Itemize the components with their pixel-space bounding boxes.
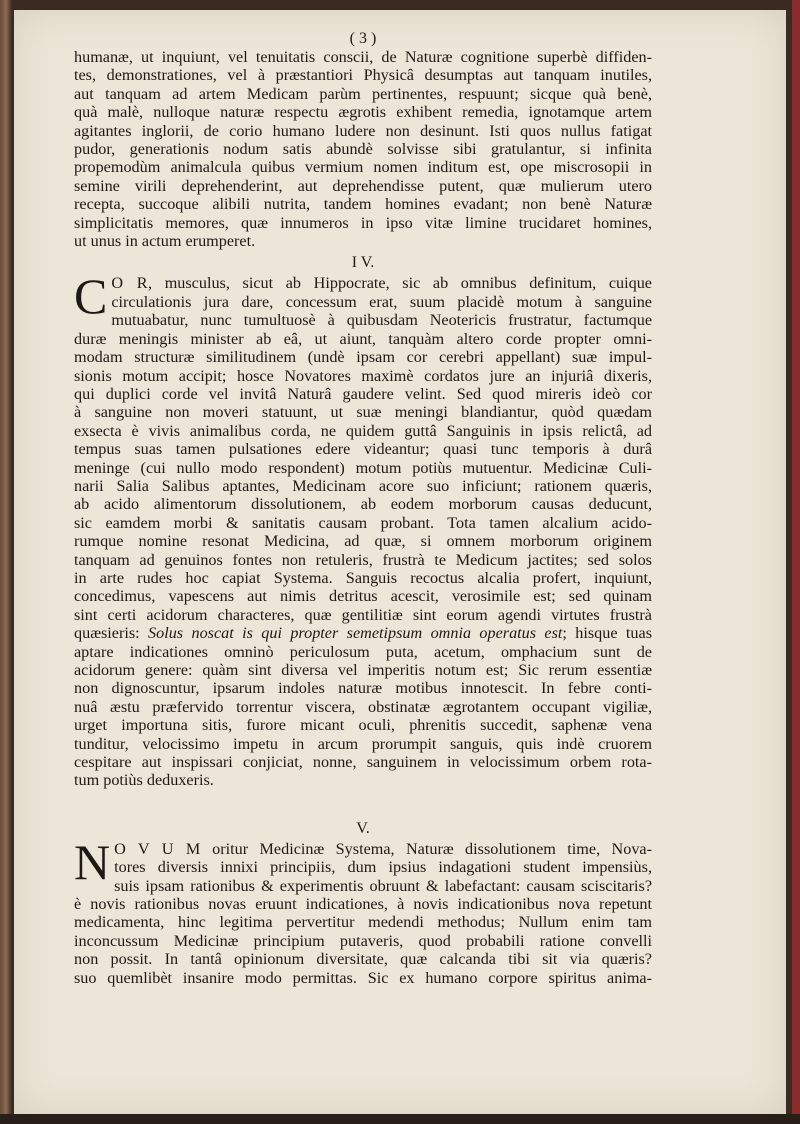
section-4-lines [74, 293, 652, 624]
text-line: ut unus in actum erumperet. [74, 232, 256, 251]
section-gap [74, 790, 652, 816]
text-line: circulationis jura dare, concessum erat, suum placidè motum à sanguine [111, 292, 652, 311]
text-line: humanæ, ut inquiunt, vel tenuitatis conscii, de Naturæ cognitione superbè diffiden- [74, 48, 652, 66]
italic-quote: Solus noscat is qui propter semetipsum omnia operatus est [148, 624, 563, 643]
text-line: non dignoscuntur, ipsarum indoles naturæ motibus innotescit. In febre conti- [74, 679, 652, 698]
after-quote: ; hisque tuas [562, 624, 652, 643]
text-line: meninge (cui nullo modo respondent) motum potiùs mutuentur. Medicinæ Culi- [74, 458, 652, 477]
text-line: acidorum genere: quàm sint diversa vel imperitis notum est; Sic rerum essentiæ [74, 661, 652, 679]
text-line: sint certi acidorum characteres, quæ gentilitiæ sint eorum agendi virtutes frustrà [74, 605, 652, 624]
text-line: pudor, generationis nodum satis abundè solvisse sibi gratulantur, si infinita [74, 140, 652, 159]
text-line: agitantes inglorii, de corio humano ludere non desinunt. Isti quos nullus fatigat [74, 121, 652, 140]
text-line: è novis rationibus novas eruunt indicationes, à novis indicationibus nova repetunt [74, 895, 652, 914]
text-line: nuâ æstu præfervido torrentur viscera, obstinatæ ægrotantem occupant vigiliæ, [74, 697, 652, 716]
first-line-rest: , musculus, sicut ab Hippocrate, sic ab omnibus definitum, cuique [148, 274, 652, 293]
lead-word: O R [111, 274, 148, 293]
text-line: tanquam ad genuinos fontes non retuleris, frustrà te Medicum jactites; sed solos [74, 550, 652, 569]
text-line: cespitare aut inspissari conjiciat, nonne, sanguinem in velocissimum orbem rota- [74, 753, 652, 772]
text-line: aut tanquam ad artem Medicam parùm pertinentes, respuunt; sicque quà benè, [74, 84, 652, 103]
section-4-paragraph [74, 268, 652, 790]
paragraph-continuation [74, 48, 652, 250]
text-line: tempus suas tamen pulsationes edere videantur; quasi tunc temporis à durâ [74, 440, 652, 459]
section-heading-5: V. [356, 819, 370, 837]
text-line: propemodùm animalcula quibus vermium nomen inditum est, ope miscrosopii in [74, 158, 652, 177]
text-line: à sanguine non moveri statuunt, ut suæ meningi blandiantur, quòd quædam [74, 403, 652, 422]
drop-cap-n: N [74, 833, 111, 890]
text-line: duræ meningis minister ab eâ, ut aiunt, tanquàm altero corde propter omni- [74, 329, 652, 348]
text-line: sionis motum accipit; hosce Novatores maximè cordatos jure an injuriâ dixeris, [74, 366, 652, 385]
quote-lead: quæsieris: [74, 624, 140, 643]
text-line: tunditur, velocissimo impetu in arcum prorumpit sanguis, quis indè cruorem [74, 734, 652, 753]
page-number: ( 3 ) [349, 30, 377, 47]
text-line: in arte rudes hoc capiat Systema. Sanguis recoctus alcalia profert, inquiunt, [74, 568, 652, 587]
text-line: semine virili deprehenderint, aut deprehendisse putent, quæ mulierum utero [74, 176, 652, 195]
quote-line [74, 624, 652, 642]
section-5-paragraph [74, 833, 652, 987]
binding-edge [792, 0, 800, 1124]
section-4-lines-2 [74, 643, 652, 790]
text-line: inconcussum Medicinæ principium putaveris, quod probabili ratione convelli [74, 931, 652, 950]
text-line: rumque nomine resonat Medicina, ad quæ, si omnem morborum originem [74, 532, 652, 551]
text-line: tes, demonstrationes, vel à præstantiori Physicâ desumptas aut tanquam inutiles, [74, 66, 652, 85]
page-text [74, 30, 652, 987]
text-line: quà malè, nulloque naturæ respectu ægrotis exhibent remedia, ignotamque artem [74, 103, 652, 122]
text-line: tores diversis innixi principiis, dum ipsius indagationi student impensiùs, [114, 858, 652, 877]
text-line: recepta, succoque alibili nutrita, tandem homines evadant; non benè Naturæ [74, 195, 652, 214]
text-line: medicamenta, hinc legitima pervertitur medendi methodus; Nullum enim tam [74, 913, 652, 932]
text-line: qui duplici corde vel invitâ Naturâ gaudere velint. Sed quod mireris ideò cor [74, 384, 652, 403]
text-line: ab acido alimentorum dissolutionem, ab eodem morborum causas deducunt, [74, 495, 652, 514]
first-line-rest: oritur Medicinæ Systema, Naturæ dissolutionem time, Nova- [200, 839, 652, 858]
text-line: exsecta è vivis animalibus corda, ne quidem guttâ Sanguinis in ipsis relictâ, ad [74, 421, 652, 440]
text-line: aptare indicationes omninò periculosum puta, acetum, omphacium sunt de [74, 642, 652, 661]
text-line: narii Salia Salibus aptantes, Medicinam acore suo inficiunt; rationem quæris, [74, 476, 652, 495]
text-line: urget importuna sitis, furore micant oculi, phrenitis succedit, saphenæ vena [74, 716, 652, 735]
text-line: tum potiùs deduxeris. [74, 771, 214, 790]
text-line: concedimus, vapescens aut nimis detritus acescit, verosimile est; sed quinam [74, 587, 652, 606]
text-line: simplicitatis memores, quæ innumeros in ipso vitæ limine trucidaret homines, [74, 213, 652, 232]
text-line: suis ipsam rationibus & experimentis obruunt & labefactant: causam sciscitaris? [114, 876, 652, 895]
section-4-first-line [111, 274, 652, 292]
scan-bottom-edge [0, 1114, 800, 1124]
section-heading-4: I V. [351, 254, 375, 272]
text-line: sic eamdem morbi & sanitatis causam probant. Tota tamen alcalium acido- [74, 513, 652, 532]
text-line: suo quemlibèt insanire modo permittas. Sic ex humano corpore spiritus anima- [74, 968, 652, 987]
text-line: non possit. In tantâ opinionum diversitate, quæ calcanda tibi sit via quæris? [74, 950, 652, 969]
text-line: modam structuræ similitudinem (undè ipsam cor cerebri appellant) suæ impul- [74, 348, 652, 367]
lead-word: O V U M [114, 839, 201, 858]
text-line: mutuabatur, nunc tumultuosè à quibusdam Neotericis frustratur, factumque [111, 311, 652, 330]
drop-cap-c: C [74, 268, 108, 325]
section-5-first-line [114, 840, 652, 858]
section-5-lines [74, 858, 652, 987]
